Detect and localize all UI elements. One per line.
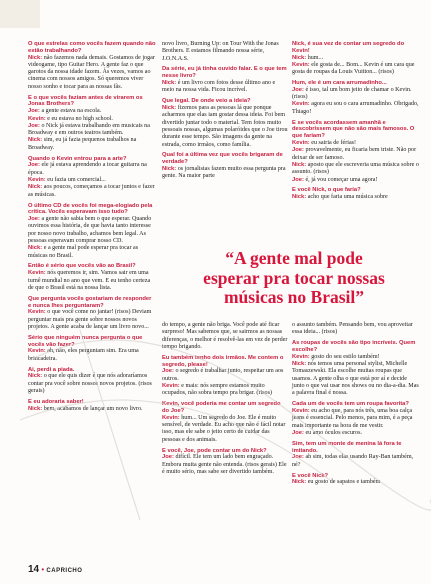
pull-quote-line: “A gente mal pode bbox=[225, 248, 363, 268]
speaker-label: Kevin: bbox=[28, 115, 46, 122]
speaker-label: Joe: bbox=[292, 454, 304, 461]
interview-answer bbox=[28, 108, 156, 115]
interview-answer bbox=[292, 361, 420, 397]
speaker-label: Kevin: bbox=[28, 177, 46, 184]
answer-text: ah, não, eles perguntam sim. Era uma brincadeira. bbox=[28, 348, 139, 362]
speaker-label: Nick: bbox=[292, 194, 307, 201]
interview-block bbox=[292, 80, 420, 116]
speaker-label: Kevin: bbox=[292, 101, 310, 108]
answer-text: do tempo, a gente não briga. Você pode até ficar surpreso! Mas sabemos que, se sairmos as nossas diferenças, o melhor é resolvê-las em vez de perder tempo brigando. bbox=[162, 322, 288, 350]
interview-block bbox=[292, 41, 420, 76]
interview-answer bbox=[292, 430, 420, 437]
interview-question: Ai, perdi a piada. bbox=[28, 366, 75, 373]
speaker-label: Kevin: bbox=[292, 353, 310, 360]
interview-answer bbox=[28, 55, 156, 91]
interview-block bbox=[162, 322, 288, 351]
answer-text: os jornalistas fazem muito essa pergunta pra gente. Na maior parte bbox=[162, 166, 286, 180]
interview-answer bbox=[292, 408, 420, 430]
column-3-bottom bbox=[292, 322, 420, 490]
answer-text: eu amo óculos escuros. bbox=[303, 429, 362, 436]
speaker-label: Joe: bbox=[28, 162, 40, 169]
column-3-top bbox=[292, 41, 420, 205]
speaker-label: Nick: bbox=[292, 161, 307, 168]
interview-answer bbox=[292, 101, 420, 116]
answer-text: é, já vou começar uma agora! bbox=[303, 176, 378, 183]
answer-text: não fazemos nada demais. Gostamos de jogar videogame, tipo Guitar Hero. A gente faz o que garotos da nossa idade fazem. Às vezes, vamos ao cinema com nossos amigos. Só queremos viver nosso sonho e tocar para as nossas fãs. bbox=[28, 54, 155, 90]
interview-question: O que estrelas como vocês fazem quando não estão trabalhando? bbox=[28, 41, 156, 54]
interview-block bbox=[28, 156, 156, 199]
answer-text: eu gosto de sapatos e também bbox=[306, 479, 381, 486]
answer-text: difícil. Ele tem um lado bem engraçado. Embora muita gente não entenda. (risos gerais) Ele é muito sério, mas sabe ser divertido também. bbox=[162, 454, 287, 475]
interview-answer bbox=[292, 454, 420, 469]
interview-answer bbox=[292, 322, 420, 337]
interview-question: E você Nick? bbox=[292, 472, 329, 479]
speaker-label: Kevin: bbox=[162, 382, 180, 389]
interview-answer bbox=[292, 479, 420, 486]
interview-question: Que legal. De onde veio a ideia? bbox=[162, 98, 251, 105]
interview-question: E o que vocês faziam antes de virarem os Jonas Brothers? bbox=[28, 94, 143, 108]
interview-answer bbox=[162, 415, 288, 444]
answer-text: o que você come no jantar! (risos) Deviam perguntar mais pra gente sobre nossos novos projetos. A gente acaba de lançar um livro novo... bbox=[28, 309, 152, 330]
answer-text: a gente estava na escola. bbox=[39, 108, 102, 115]
speaker-label: Nick: bbox=[162, 105, 177, 112]
interview-answer bbox=[292, 147, 420, 162]
speaker-label: Nick: bbox=[28, 245, 43, 252]
interview-question: E eu adoraria saber! bbox=[28, 398, 84, 405]
interview-question: Kevin, você poderia me contar um segredo do Joe? bbox=[162, 401, 281, 414]
speaker-label: Joe: bbox=[292, 429, 304, 436]
interview-block bbox=[292, 401, 420, 437]
interview-question: E você Nick, o que faria? bbox=[292, 187, 361, 194]
interview-answer bbox=[292, 354, 420, 361]
interview-answer bbox=[162, 368, 288, 383]
interview-question: O último CD de vocês foi mega-elogiado pela crítica. Vocês esperavam isso tudo? bbox=[28, 202, 153, 216]
interview-answer bbox=[292, 177, 420, 184]
speaker-label: Nick: bbox=[162, 166, 177, 173]
interview-answer bbox=[292, 87, 420, 102]
answer-text: aos poucos, começamos a tocar juntos e fazer as músicas. bbox=[28, 184, 155, 198]
answer-text: eu acho que, para nós três, uma boa calça jeans é essencial. Pelo menos, para mim, é a peça mais importante na hora de me vestir. bbox=[292, 407, 413, 429]
interview-question: Sim, tem um monte de menina lá fora te imitando. bbox=[292, 440, 402, 454]
answer-text: o que ele quis dizer é que nós adoraríamos contar pra você sobre nossos novos projetos. (risos gerais) bbox=[28, 373, 152, 395]
interview-answer bbox=[28, 184, 156, 199]
interview-answer bbox=[28, 270, 156, 292]
interview-block bbox=[162, 152, 288, 180]
answer-text: eu sairia de férias! bbox=[309, 140, 357, 147]
answer-text: aposto que ele escreveria uma música sobre o assunto. (risos) bbox=[292, 161, 419, 176]
speaker-label: Nick: bbox=[28, 54, 43, 61]
speaker-label: Kevin: bbox=[292, 140, 310, 147]
interview-answer bbox=[28, 406, 156, 413]
answer-text: o segredo é trabalhar junto, respeitar um aos outros. bbox=[162, 368, 284, 382]
answer-text: sim, eu já fazia pequenos trabalhos na Broadway. bbox=[28, 137, 137, 151]
speaker-label: Joe: bbox=[292, 176, 304, 183]
interview-answer bbox=[292, 55, 420, 62]
interview-answer bbox=[162, 105, 288, 149]
answer-text: e mais: nós sempre estamos muito ocupados, não sobra tempo pra brigar. (risos) bbox=[162, 382, 272, 397]
interview-answer bbox=[162, 41, 288, 63]
interview-block bbox=[162, 98, 288, 149]
answer-text: bem, acabamos de lançar um novo livro. bbox=[42, 405, 143, 412]
pull-quote-line: esperar pra tocar nossas bbox=[203, 267, 385, 288]
interview-block bbox=[162, 66, 288, 94]
interview-block bbox=[292, 441, 420, 469]
interview-answer bbox=[28, 137, 156, 152]
interview-question: Cada um de vocês tem um roupa favorita? bbox=[292, 401, 409, 408]
page-number: 14 bbox=[28, 564, 40, 575]
interview-answer bbox=[292, 162, 420, 177]
answer-text: ele já estava aprendendo a tocar guitarra na época. bbox=[28, 162, 147, 176]
interview-block bbox=[162, 355, 288, 398]
answer-text: e a gente mal pode esperar pra tocar as músicas no Brasil. bbox=[28, 245, 139, 259]
magazine-name: CAPRICHO bbox=[46, 568, 83, 574]
interview-question: Eu também tenho dois irmãos. Me contem o segredo, please! bbox=[162, 354, 284, 368]
interview-question: As roupas de vocês são tipo incríveis. Quem escolhe? bbox=[292, 340, 416, 353]
speaker-label: Kevin: bbox=[28, 348, 46, 355]
interview-question: Que pergunta vocês gostariam de responder e nunca lhes perguntaram? bbox=[28, 295, 152, 309]
pull-quote bbox=[160, 249, 428, 308]
page-corner bbox=[0, 0, 40, 28]
interview-answer bbox=[28, 216, 156, 245]
answer-text: é isso, tal um bom jeito de chamar o Kevin. (risos) bbox=[292, 86, 412, 101]
column-2-bottom bbox=[162, 322, 288, 480]
speaker-label: Joe: bbox=[162, 454, 174, 461]
speaker-label: Joe: bbox=[292, 147, 304, 154]
interview-answer bbox=[28, 162, 156, 177]
answer-text: provavelmente, eu ficaria bem triste. Não por deixar de ser famoso. bbox=[292, 147, 417, 161]
interview-answer bbox=[292, 62, 420, 77]
footer-bullet: • bbox=[41, 565, 45, 574]
interview-question: Nick, é sua vez de contar um segredo do Kevin! bbox=[292, 41, 405, 54]
speaker-label: Kevin: bbox=[28, 270, 46, 277]
answer-text: o Nick já estava trabalhando em musicais na Broadway e em outros teatros também. bbox=[28, 122, 150, 137]
speaker-label: Nick: bbox=[28, 184, 43, 191]
interview-block bbox=[28, 263, 156, 292]
interview-block bbox=[28, 203, 156, 260]
speaker-label: Nick: bbox=[28, 405, 43, 412]
interview-question: Qual foi a última vez que vocês brigaram de verdade? bbox=[162, 152, 283, 166]
answer-text: gosto do seu estilo também! bbox=[309, 353, 380, 360]
interview-answer bbox=[162, 80, 288, 95]
column-1 bbox=[28, 41, 156, 417]
answer-text: fizemos para as pessoas lá que ponque acharmos que elas iam gostar dessa ideia. Foi bem divertido juntar todo o material. Tem fotos muito pessoais nossas, algumas polaróides que o Joe tirou durante esse tempo. São imagens da gente na estrada, como irmãos, como família. bbox=[162, 105, 288, 148]
speaker-label: Joe: bbox=[162, 368, 174, 375]
interview-block bbox=[292, 340, 420, 397]
interview-block bbox=[28, 367, 156, 396]
interview-block bbox=[28, 335, 156, 363]
answer-text: acho que faria uma música sobre bbox=[306, 194, 388, 201]
interview-question: E se vocês acordassem amanhã e descobrissem que não são mais famosos. O que fariam? bbox=[292, 119, 415, 140]
speaker-label: Joe: bbox=[28, 216, 40, 223]
interview-block bbox=[28, 296, 156, 331]
speaker-label: Joe: bbox=[28, 122, 40, 129]
answer-text: ah sim, todas elas usando Ray-Ban também, né? bbox=[292, 454, 414, 468]
interview-answer bbox=[162, 322, 288, 351]
answer-text: eu fazia um comercial... bbox=[45, 177, 106, 184]
interview-question: Hum, ele é um cara arrumadinho... bbox=[292, 80, 387, 87]
interview-block bbox=[162, 448, 288, 477]
interview-answer bbox=[28, 309, 156, 331]
page-footer bbox=[28, 564, 82, 575]
speaker-label: Kevin: bbox=[28, 309, 46, 316]
speaker-label: Nick: bbox=[292, 361, 307, 368]
speaker-label: Nick: bbox=[292, 54, 307, 61]
answer-text: hum... bbox=[306, 54, 324, 61]
interview-block bbox=[292, 322, 420, 337]
speaker-label: Nick: bbox=[292, 479, 307, 486]
interview-answer bbox=[162, 383, 288, 398]
interview-answer bbox=[162, 166, 288, 181]
interview-question: Sério que ninguém nunca pergunta o que vocês vão fazer? bbox=[28, 334, 143, 348]
interview-question: Quando o Kevin entrou para a arte? bbox=[28, 155, 127, 162]
answer-text: hum... Um segredo do Joe. Ele é muito sensível, de verdade. Eu acho que não é fácil notar isso, mas ele sabe o jeito certo de cuidar das pessoas e dos animais. bbox=[162, 414, 286, 443]
interview-answer bbox=[28, 373, 156, 395]
answer-text: e eu estava no high school. bbox=[45, 115, 113, 122]
speaker-label: Joe: bbox=[28, 108, 40, 115]
interview-block bbox=[292, 473, 420, 487]
interview-answer bbox=[28, 245, 156, 260]
speaker-label: Nick: bbox=[162, 80, 177, 87]
interview-question: Da série, eu já tinha ouvido falar. E o que tem nesse livro? bbox=[162, 66, 287, 80]
speaker-label: Nick: bbox=[28, 373, 43, 380]
interview-answer bbox=[28, 116, 156, 123]
answer-text: o assunto também. Pensando bem, vou aproveitar essa ideia... (risos) bbox=[292, 322, 413, 336]
answer-text: agora eu sou o cara arrumadinho. Obrigado, Thiago! bbox=[292, 101, 419, 115]
answer-text: a gente não sabia bem o que esperar. Quando ouvimos essa história, de que havia tanto interesse por nosso novo trabalho, achamos bem legal. As pessoas esperavam comprar nosso CD. bbox=[28, 216, 152, 244]
interview-block bbox=[28, 399, 156, 413]
answer-text: nós temos uma personal stylist, Michelle Tomaszewski. Ela escolhe muitas roupas que usamos. A gente olha o que está por aí e decide junto o que vai usar nos shows ou no dia-a-dia. Mas a palavra final é nossa. bbox=[292, 361, 419, 397]
speaker-label: Kevin: bbox=[292, 61, 310, 68]
interview-question: Então é sério que vocês vão ao Brasil? bbox=[28, 263, 136, 270]
speaker-label: Kevin: bbox=[162, 414, 180, 421]
interview-answer bbox=[28, 348, 156, 363]
answer-text: ele gosta de... Bom... Kevin é um cara que gosta de roupas da Louis Vuitton... (risos) bbox=[292, 61, 415, 76]
interview-answer bbox=[28, 123, 156, 138]
speaker-label: Joe: bbox=[292, 86, 304, 93]
interview-answer bbox=[292, 194, 420, 201]
speaker-label: Nick: bbox=[28, 137, 43, 144]
interview-block bbox=[28, 95, 156, 152]
interview-block bbox=[292, 120, 420, 184]
interview-block bbox=[162, 401, 288, 444]
column-2-top bbox=[162, 41, 288, 184]
interview-block bbox=[292, 187, 420, 201]
pull-quote-line: músicas no Brasil” bbox=[223, 287, 365, 307]
answer-text: novo livro, Burning Up: on Tour With the Jonas Brothers. E estamos filmando nossa série, J.O.N.A.S. bbox=[162, 41, 279, 62]
interview-answer bbox=[162, 454, 288, 476]
answer-text: nós queremos ir, sim. Vamos sair em uma turnê mundial no ano que vem. E eu tenho certeza de que o Brasil está na nossa lista. bbox=[28, 270, 151, 291]
interview-block bbox=[162, 41, 288, 63]
speaker-label: Kevin: bbox=[292, 407, 310, 414]
answer-text: é um livro com fotos desse último ano e meio na nossa vida. Ficou incrível. bbox=[162, 80, 276, 94]
interview-question: E você, Joe, pode contar um do Nick? bbox=[162, 447, 267, 454]
interview-block bbox=[28, 41, 156, 91]
